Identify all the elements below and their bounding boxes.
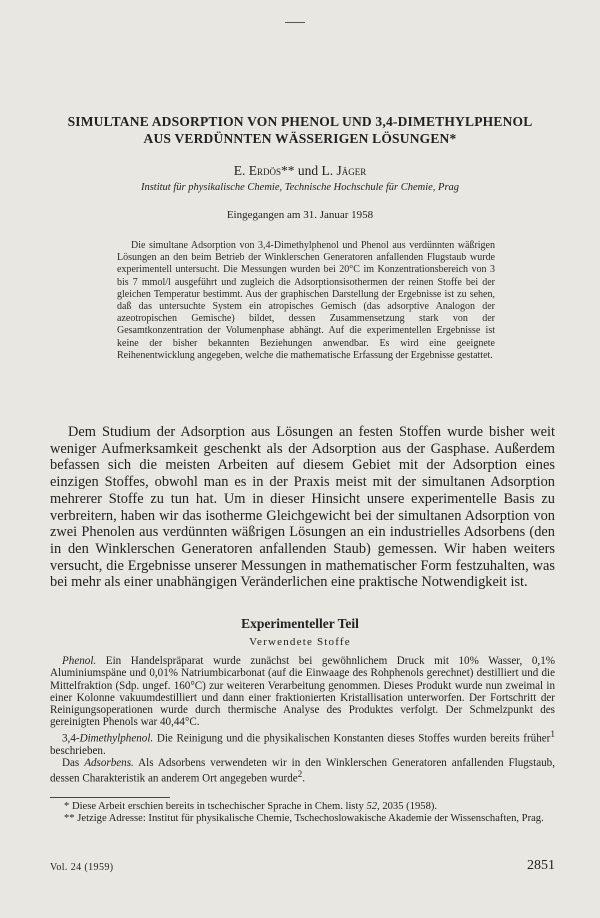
footnote-1-rest: 2035 (1958). [379, 801, 438, 812]
article-title [40, 113, 560, 147]
introduction-paragraph: Dem Studium der Adsorption aus Lösungen an festen Stoffen wurde bisher weit weniger Aufmerksamkeit geschenkt als der Adsorption aus der Gasphase. Außerdem befassen sich die meisten Arbeiten auf diesem Gebiet mit der Adsorption eines einzigen Stoffes, obwohl man es in der Praxis meist mit der simultanen Adsorption mehrerer Stoffe zu tun hat. Um in dieser Hinsicht unsere experimentelle Basis zu verbreitern, haben wir das isotherme Gleichgewicht bei der simultanen Adsorption von zwei Phenolen aus verdünnten wäßrigen Lösungen an ein industrielles Adsorbens (den in den Winklerschen Generatoren anfallenden Staub) gemessen. Wir haben weiters versucht, die Ergebnisse unserer Messungen in mathematischer Form festzuhalten, was bei mehr als einer unabhängigen Veränderlichen eine praktische Notwendigkeit ist. [50, 424, 555, 591]
dmp-tail: beschrieben. [50, 744, 106, 757]
received-date: Eingegangen am 31. Januar 1958 [226, 209, 374, 221]
footnote-2 [50, 813, 555, 825]
reference-1: 1 [550, 729, 555, 740]
title-line-1: SIMULTANE ADSORPTION VON PHENOL UND 3,4-DIMETHYLPHENOL [67, 114, 533, 129]
footnotes [50, 801, 555, 826]
ads-text: Als Adsorbens verwendeten wir in den Winklerschen Generatoren anfallenden Flugstaub, dessen Charakteristik an anderem Ort angegeben wurde [50, 757, 555, 786]
ads-label: Adsorbens. [84, 757, 134, 770]
subsection-title: Verwendete Stoffe [249, 636, 351, 648]
footnote-2-text: Jetzige Adresse: Institut für physikalische Chemie, Tschechoslowakische Akademie der Wissenschaften, Prag. [74, 813, 544, 825]
abstract: Die simultane Adsorption von 3,4-Dimethylphenol und Phenol aus verdünnten wäßrigen Lösungen an den beim Betrieb der Winklerschen Generatoren anfallenden Flugstaub wurde experimentell untersucht. Die Messungen wurden bei 20°C im Konzentrationsbereich von 3 bis 7 mmol/l ausgeführt und zugleich die Adsorptionsisothermen der reinen Stoffe bei der gleichen Temperatur bestimmt. Aus der graphischen Darstellung der Ergebnisse ist zu sehen, daß das untersuchte System ein atropisches Gemisch (das adsorptive Analogon der azeotropischen Gemische) bildet, dessen Zusammensetzung stark von der Gesamtkonzentration der Volumenphase abhängt. Auf die experimentellen Ergebnisse ist keine der bisher bekannten Beziehungen anwendbar. Es wird eine geeignete Reihenentwicklung angegeben, welche die mathematische Erfassung der Ergebnisse gestattet. [117, 240, 495, 361]
dmp-label-number: 3,4- [62, 732, 80, 745]
footnote-1-mark: * [64, 801, 70, 812]
adsorbent-paragraph [50, 757, 555, 785]
phenol-paragraph [50, 655, 555, 729]
authors [40, 163, 560, 179]
phenol-text: Ein Handelspräparat wurde zunächst bei gewöhnlichem Druck mit 10% Wasser, 0,1% Aluminiumspäne und 0,01% Natriumbicarbonat (auf die Einwaage des Rohphenols gerechnet) destilliert und die Mittelfraktion (Sdp. ungef. 160°C) zur weiteren Verarbeitung genommen. Dieses Produkt wurde nun zweimal in einer Kolonne vakuumdestilliert und dann einer fraktionierten Kristallisation unterworfen. Der Fortschritt der Reinigungsoperationen wurde durch thermische Analyse des Produktes verfolgt. Der Schmelzpunkt des gereinigten Phenols war 40,44°C. [50, 655, 555, 729]
footnote-1-text: Diese Arbeit erschien bereits in tschechischer Sprache in Chem. listy [69, 801, 367, 812]
journal-volume: Vol. 24 (1959) [50, 862, 114, 873]
footnote-1-volume: 52, [366, 801, 380, 812]
page-number: 2851 [527, 858, 555, 873]
dimethylphenol-paragraph [50, 729, 555, 757]
reference-2: 2 [297, 770, 303, 781]
phenol-label: Phenol. [62, 655, 97, 667]
affiliation: Institut für physikalische Chemie, Technische Hochschule für Chemie, Prag [140, 182, 460, 193]
dmp-text: Die Reinigung und die physikalischen Konstanten dieses Stoffes wurden bereits früher [153, 732, 551, 745]
footnote-2-mark: ** [64, 813, 75, 825]
top-rule [285, 22, 305, 23]
author-2: L. Jäger [321, 163, 367, 178]
title-line-2: AUS VERDÜNNTEN WÄSSERIGEN LÖSUNGEN* [143, 131, 457, 146]
ads-tail: . [302, 773, 306, 786]
author-conjunction: und [294, 163, 322, 178]
materials-section [50, 655, 555, 785]
author-1: E. Erdös** [233, 163, 295, 178]
dmp-label: Dimethylphenol. [79, 732, 154, 745]
footnote-rule [50, 797, 170, 798]
ads-lead: Das [62, 757, 85, 770]
section-title: Experimenteller Teil [241, 616, 359, 631]
footnote-1 [50, 801, 555, 813]
